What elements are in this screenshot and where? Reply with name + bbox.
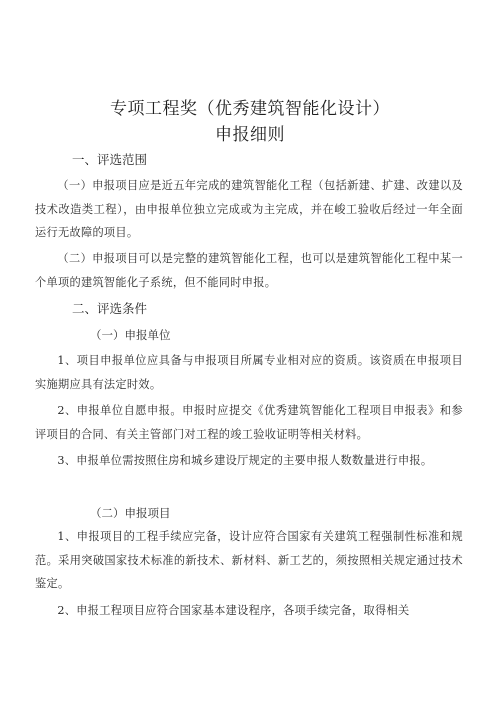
paragraph-applicant-1: 1、项目申报单位应具备与申报项目所属专业相对应的资质。该资质在申报项目实施期应具有法定时效。 (35, 354, 463, 391)
subheading-applicant: （一）申报单位 (90, 328, 171, 342)
document-subtitle: 申报细则 (215, 125, 285, 145)
paragraph-scope-2: （二）申报项目可以是完整的建筑智能化工程，也可以是建筑智能化工程中某一个单项的建筑智能化子系统，但不能同时申报。 (35, 252, 463, 289)
document-title: 专项工程奖（优秀建筑智能化设计） (110, 99, 390, 119)
subheading-project: （二）申报项目 (90, 506, 171, 520)
section-heading-scope: 一、评选范围 (72, 152, 148, 167)
paragraph-applicant-2: 2、申报单位自愿申报。申报时应提交《优秀建筑智能化工程项目申报表》和参评项目的合同、有关主管部门对工程的竣工验收证明等相关材料。 (35, 404, 463, 441)
section-heading-conditions: 二、评选条件 (72, 301, 148, 316)
paragraph-scope-1: （一）申报项目应是近五年完成的建筑智能化工程（包括新建、扩建、改建以及技术改造类工程），由申报单位独立完成或为主完成，并在峻工验收后经过一年全面运行无故障的项目。 (35, 179, 463, 240)
paragraph-applicant-3: 3、申报单位需按照住房和城乡建设厅规定的主要申报人数数量进行申报。 (57, 454, 433, 467)
paragraph-project-2: 2、申报工程项目应符合国家基本建设程序，各项手续完备，取得相关 (57, 604, 410, 617)
paragraph-project-1: 1、申报项目的工程手续应完备，设计应符合国家有关建筑工程强制性标准和规范。采用突破国家技术标准的新技术、新材料、新工艺的，须按照相关规定通过技术鉴定。 (35, 530, 463, 591)
